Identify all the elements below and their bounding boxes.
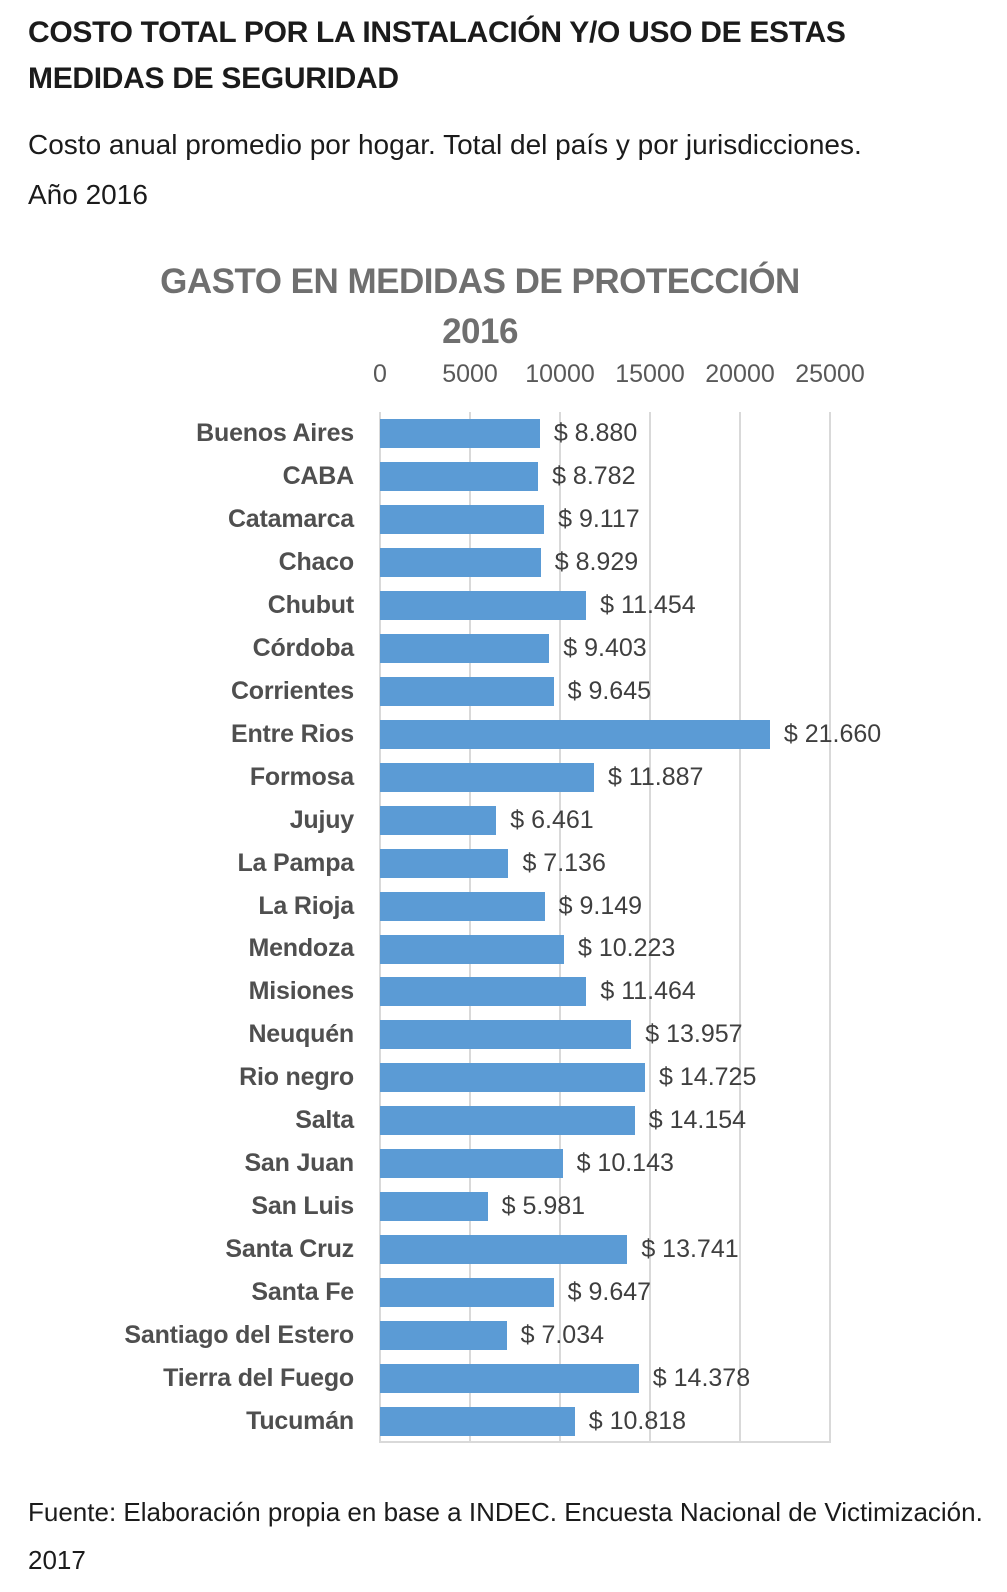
bar: [380, 677, 554, 706]
bar-row: [0, 1271, 1007, 1314]
bar-rows: [0, 412, 1007, 1443]
value-label: $ 11.454: [600, 590, 696, 619]
source-note: [28, 1488, 983, 1584]
value-label: $ 14.154: [648, 1106, 747, 1135]
category-label: Santiago del Estero: [124, 1321, 354, 1350]
chart-title-year: 2016: [442, 312, 518, 351]
value-label: $ 21.660: [783, 719, 882, 748]
bar-row: [0, 799, 1007, 842]
value-label: $ 14.725: [659, 1063, 757, 1092]
bar: [380, 462, 538, 491]
bar-row: [0, 756, 1007, 799]
category-label: Corrientes: [230, 676, 354, 705]
category-label: Catamarca: [227, 504, 354, 533]
bar: [380, 1063, 645, 1092]
value-label: $ 9.117: [558, 504, 640, 533]
bar: [380, 935, 564, 964]
value-label: $ 9.645: [567, 676, 652, 705]
bar: [380, 849, 508, 878]
page-title-line-2: MEDIDAS DE SEGURIDAD: [28, 62, 399, 95]
value-label: $ 10.143: [576, 1149, 674, 1178]
bar-row: [0, 584, 1007, 627]
bar-row: [0, 627, 1007, 670]
x-axis-tick-label: 10000: [525, 360, 595, 388]
category-label: Tucumán: [246, 1407, 354, 1435]
value-label: $ 11.887: [607, 762, 704, 791]
x-axis-tick-label: 20000: [705, 360, 775, 388]
bar-row: [0, 842, 1007, 885]
category-label: Formosa: [249, 762, 354, 791]
bar: [380, 1278, 554, 1307]
bar-row: [0, 928, 1007, 971]
bar-row: [0, 1314, 1007, 1357]
category-label: Chaco: [278, 547, 354, 576]
bar-row: [0, 1142, 1007, 1185]
source-line-2: 2017: [28, 1545, 86, 1575]
bar: [380, 634, 549, 663]
value-label: $ 6.461: [510, 805, 594, 834]
bar-row: [0, 1099, 1007, 1142]
bar: [380, 1364, 639, 1393]
bar: [380, 977, 586, 1006]
x-axis-tick-label: 25000: [795, 360, 865, 388]
value-label: $ 13.741: [641, 1235, 739, 1264]
category-label: San Juan: [244, 1149, 354, 1178]
x-axis-tick-labels: [0, 360, 1007, 390]
category-label: Misiones: [248, 977, 354, 1006]
category-label: Santa Cruz: [225, 1235, 354, 1264]
value-label: $ 5.981: [501, 1192, 586, 1221]
bar: [380, 1020, 631, 1049]
bar-row: [0, 1228, 1007, 1271]
bar-row: [0, 713, 1007, 756]
x-axis-tick-label: 0: [373, 360, 387, 388]
bar: [380, 548, 541, 577]
bar: [380, 1192, 488, 1221]
category-label: Chubut: [267, 590, 354, 619]
category-label: Rio negro: [239, 1063, 354, 1092]
bar: [380, 505, 544, 534]
chart-title: [80, 257, 880, 357]
bar-row: [0, 541, 1007, 584]
value-label: $ 9.647: [567, 1278, 652, 1307]
bar: [380, 419, 540, 448]
bar: [380, 1235, 627, 1264]
page-title-line-1: COSTO TOTAL POR LA INSTALACIÓN Y/O USO DE ESTAS: [28, 16, 846, 49]
category-label: Santa Fe: [251, 1278, 354, 1307]
value-label: $ 9.149: [558, 891, 643, 920]
bar: [380, 763, 594, 792]
category-label: La Rioja: [258, 891, 354, 920]
bar-row: [0, 970, 1007, 1013]
chart-title-text: GASTO EN MEDIDAS DE PROTECCIÓN: [160, 262, 800, 301]
category-label: Jujuy: [289, 805, 354, 834]
value-label: $ 11.464: [600, 977, 696, 1006]
category-label: Neuquén: [248, 1020, 354, 1049]
value-label: $ 13.957: [645, 1020, 743, 1049]
value-label: $ 10.818: [588, 1407, 687, 1435]
value-label: $ 10.223: [578, 934, 676, 963]
bar: [380, 1407, 575, 1436]
bar: [380, 720, 770, 749]
value-label: $ 8.880: [553, 418, 638, 447]
bar: [380, 806, 496, 835]
bar: [380, 1106, 635, 1135]
bar: [380, 1321, 507, 1350]
source-line-1: Fuente: Elaboración propia en base a INDEC. Encuesta Nacional de Victimización.: [28, 1497, 983, 1527]
bar-row: [0, 1056, 1007, 1099]
x-axis-tick-label: 5000: [442, 360, 498, 388]
category-label: Mendoza: [248, 934, 354, 963]
page-subtitle-line-1: Costo anual promedio por hogar. Total del país y por jurisdicciones.: [28, 129, 862, 160]
value-label: $ 9.403: [563, 633, 647, 662]
bar-row: [0, 1400, 1007, 1443]
category-label: La Pampa: [237, 848, 354, 877]
category-label: Salta: [295, 1106, 354, 1135]
category-label: Buenos Aires: [196, 418, 354, 447]
bar: [380, 591, 586, 620]
x-axis-tick-label: 15000: [615, 360, 685, 388]
bar: [380, 892, 545, 921]
bar-row: [0, 1185, 1007, 1228]
bar-row: [0, 670, 1007, 713]
value-label: $ 7.034: [520, 1321, 605, 1350]
category-label: Tierra del Fuego: [163, 1364, 354, 1393]
value-label: $ 7.136: [522, 848, 606, 877]
value-label: $ 8.929: [554, 547, 639, 576]
bar-row: [0, 412, 1007, 455]
category-label: San Luis: [251, 1192, 354, 1221]
bar: [380, 1149, 563, 1178]
bar-row: [0, 1357, 1007, 1400]
category-label: CABA: [282, 461, 354, 490]
bar-row: [0, 498, 1007, 541]
bar-row: [0, 885, 1007, 928]
value-label: $ 8.782: [552, 461, 636, 490]
page-subtitle-line-2: Año 2016: [28, 179, 148, 210]
bar-row: [0, 455, 1007, 498]
category-label: Córdoba: [252, 633, 354, 662]
bar-row: [0, 1013, 1007, 1056]
value-label: $ 14.378: [652, 1364, 751, 1393]
category-label: Entre Rios: [230, 719, 354, 748]
